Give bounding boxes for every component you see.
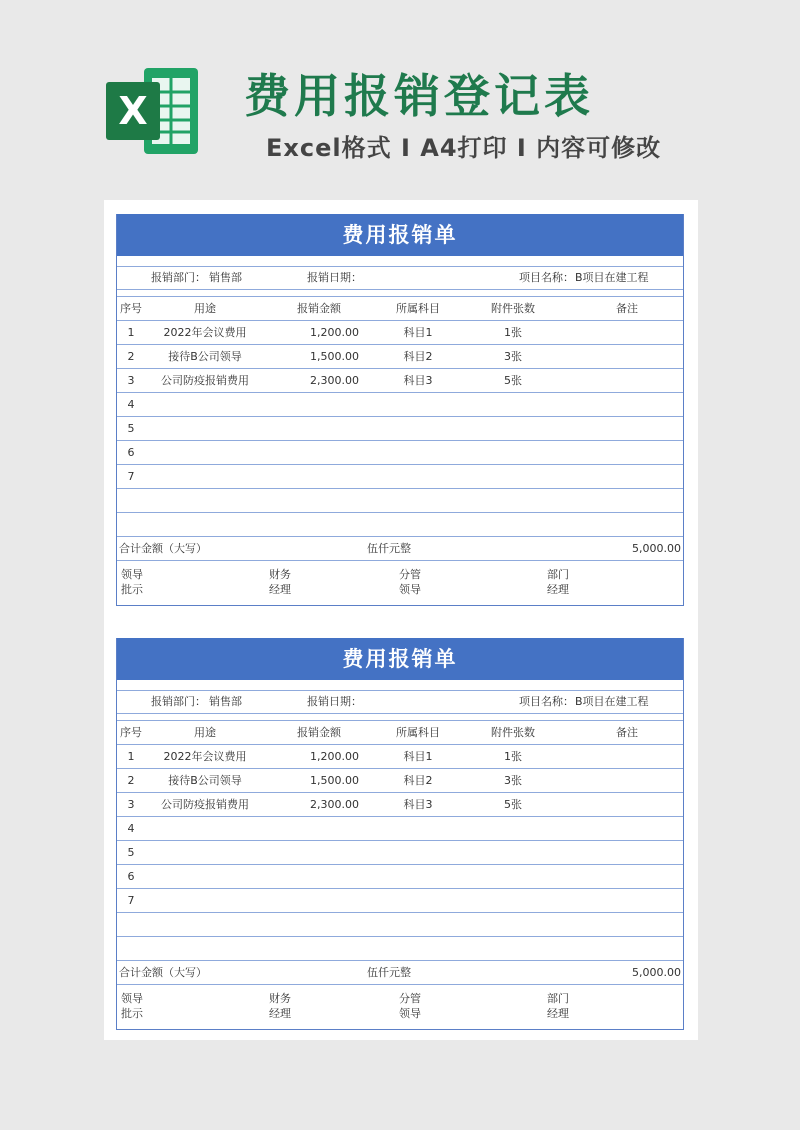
col-header-use: 用途 xyxy=(194,726,216,739)
col-header-note: 备注 xyxy=(616,302,638,315)
page-header xyxy=(0,0,800,190)
sign-finance-2: 经理 xyxy=(269,583,291,596)
info-row xyxy=(117,267,683,290)
table-row[interactable] xyxy=(117,369,683,393)
sign-dept-1: 部门 xyxy=(547,992,569,1005)
sign-branch-1: 分管 xyxy=(399,992,421,1005)
signature-row xyxy=(117,985,683,1029)
spacer-row xyxy=(117,680,683,691)
blank-row[interactable] xyxy=(117,937,683,961)
total-label: 合计金额（大写） xyxy=(119,966,207,979)
dept-value[interactable]: 销售部 xyxy=(209,271,242,284)
col-header-attachments: 附件张数 xyxy=(491,302,535,315)
table-row[interactable] xyxy=(117,321,683,345)
project-label: 项目名称： xyxy=(519,695,574,708)
row-index: 6 xyxy=(127,870,135,883)
col-header-amount: 报销金额 xyxy=(297,726,341,739)
row-use[interactable]: 公司防疫报销费用 xyxy=(161,798,249,811)
expense-sheet xyxy=(116,214,684,606)
project-value[interactable]: B项目在建工程 xyxy=(575,695,649,708)
table-row[interactable] xyxy=(117,865,683,889)
dept-label: 报销部门： xyxy=(151,695,206,708)
table-row[interactable] xyxy=(117,417,683,441)
col-header-subject: 所属科目 xyxy=(396,302,440,315)
signature-row xyxy=(117,561,683,605)
document-paper xyxy=(104,200,698,1040)
sign-dept-2: 经理 xyxy=(547,583,569,596)
total-value[interactable]: 5,000.00 xyxy=(632,966,681,979)
sign-leader-1: 领导 xyxy=(121,568,143,581)
row-index: 3 xyxy=(127,798,135,811)
row-subject[interactable]: 科目2 xyxy=(403,774,433,787)
page-subtitle: Excel格式 I A4打印 I 内容可修改 xyxy=(266,134,662,162)
table-row[interactable] xyxy=(117,441,683,465)
row-subject[interactable]: 科目3 xyxy=(403,374,433,387)
total-words[interactable]: 伍仟元整 xyxy=(367,542,411,555)
info-row xyxy=(117,691,683,714)
total-label: 合计金额（大写） xyxy=(119,542,207,555)
sign-finance-2: 经理 xyxy=(269,1007,291,1020)
sign-finance-1: 财务 xyxy=(269,992,291,1005)
row-attachments[interactable]: 3张 xyxy=(504,350,522,363)
row-index: 1 xyxy=(127,750,135,763)
date-label: 报销日期： xyxy=(307,695,362,708)
excel-logo-icon xyxy=(104,62,202,160)
row-attachments[interactable]: 5张 xyxy=(504,798,522,811)
col-header-index: 序号 xyxy=(120,302,142,315)
total-value[interactable]: 5,000.00 xyxy=(632,542,681,555)
row-attachments[interactable]: 1张 xyxy=(504,750,522,763)
row-amount[interactable]: 1,500.00 xyxy=(310,774,359,787)
row-attachments[interactable]: 3张 xyxy=(504,774,522,787)
row-index: 7 xyxy=(127,894,135,907)
sign-branch-2: 领导 xyxy=(399,583,421,596)
blank-row[interactable] xyxy=(117,489,683,513)
row-use[interactable]: 接待B公司领导 xyxy=(168,350,242,363)
row-use[interactable]: 2022年会议费用 xyxy=(163,326,247,339)
row-subject[interactable]: 科目3 xyxy=(403,798,433,811)
row-subject[interactable]: 科目1 xyxy=(403,326,433,339)
table-row[interactable] xyxy=(117,745,683,769)
col-header-attachments: 附件张数 xyxy=(491,726,535,739)
row-index: 3 xyxy=(127,374,135,387)
sign-dept-1: 部门 xyxy=(547,568,569,581)
row-index: 1 xyxy=(127,326,135,339)
col-header-use: 用途 xyxy=(194,302,216,315)
table-row[interactable] xyxy=(117,889,683,913)
col-header-subject: 所属科目 xyxy=(396,726,440,739)
project-value[interactable]: B项目在建工程 xyxy=(575,271,649,284)
row-index: 6 xyxy=(127,446,135,459)
table-row[interactable] xyxy=(117,345,683,369)
col-header-amount: 报销金额 xyxy=(297,302,341,315)
blank-row[interactable] xyxy=(117,913,683,937)
sign-leader-2: 批示 xyxy=(121,583,143,596)
table-row[interactable] xyxy=(117,393,683,417)
sign-finance-1: 财务 xyxy=(269,568,291,581)
row-amount[interactable]: 1,200.00 xyxy=(310,750,359,763)
sheet-title: 费用报销单 xyxy=(117,638,683,680)
row-use[interactable]: 公司防疫报销费用 xyxy=(161,374,249,387)
row-use[interactable]: 接待B公司领导 xyxy=(168,774,242,787)
blank-row[interactable] xyxy=(117,513,683,537)
gap-row xyxy=(117,714,683,721)
row-index: 4 xyxy=(127,822,135,835)
sign-branch-1: 分管 xyxy=(399,568,421,581)
spacer-row xyxy=(117,256,683,267)
dept-label: 报销部门： xyxy=(151,271,206,284)
sign-leader-1: 领导 xyxy=(121,992,143,1005)
column-header-row xyxy=(117,721,683,745)
row-index: 2 xyxy=(127,350,135,363)
row-amount[interactable]: 2,300.00 xyxy=(310,798,359,811)
row-amount[interactable]: 1,200.00 xyxy=(310,326,359,339)
sign-leader-2: 批示 xyxy=(121,1007,143,1020)
table-row[interactable] xyxy=(117,465,683,489)
dept-value[interactable]: 销售部 xyxy=(209,695,242,708)
total-row xyxy=(117,537,683,561)
row-index: 7 xyxy=(127,470,135,483)
table-row[interactable] xyxy=(117,817,683,841)
row-attachments[interactable]: 5张 xyxy=(504,374,522,387)
row-index: 4 xyxy=(127,398,135,411)
total-row xyxy=(117,961,683,985)
date-label: 报销日期： xyxy=(307,271,362,284)
logo-letter: X xyxy=(118,89,148,133)
table-row[interactable] xyxy=(117,769,683,793)
project-label: 项目名称： xyxy=(519,271,574,284)
row-amount[interactable]: 2,300.00 xyxy=(310,374,359,387)
column-header-row xyxy=(117,297,683,321)
col-header-index: 序号 xyxy=(120,726,142,739)
row-index: 2 xyxy=(127,774,135,787)
table-row[interactable] xyxy=(117,793,683,817)
sign-dept-2: 经理 xyxy=(547,1007,569,1020)
row-attachments[interactable]: 1张 xyxy=(504,326,522,339)
sign-branch-2: 领导 xyxy=(399,1007,421,1020)
col-header-note: 备注 xyxy=(616,726,638,739)
row-subject[interactable]: 科目2 xyxy=(403,350,433,363)
sheet-title: 费用报销单 xyxy=(117,214,683,256)
row-index: 5 xyxy=(127,422,135,435)
expense-sheet xyxy=(116,638,684,1030)
gap-row xyxy=(117,290,683,297)
row-index: 5 xyxy=(127,846,135,859)
row-use[interactable]: 2022年会议费用 xyxy=(163,750,247,763)
row-subject[interactable]: 科目1 xyxy=(403,750,433,763)
total-words[interactable]: 伍仟元整 xyxy=(367,966,411,979)
table-row[interactable] xyxy=(117,841,683,865)
row-amount[interactable]: 1,500.00 xyxy=(310,350,359,363)
page-title: 费用报销登记表 xyxy=(244,69,594,123)
